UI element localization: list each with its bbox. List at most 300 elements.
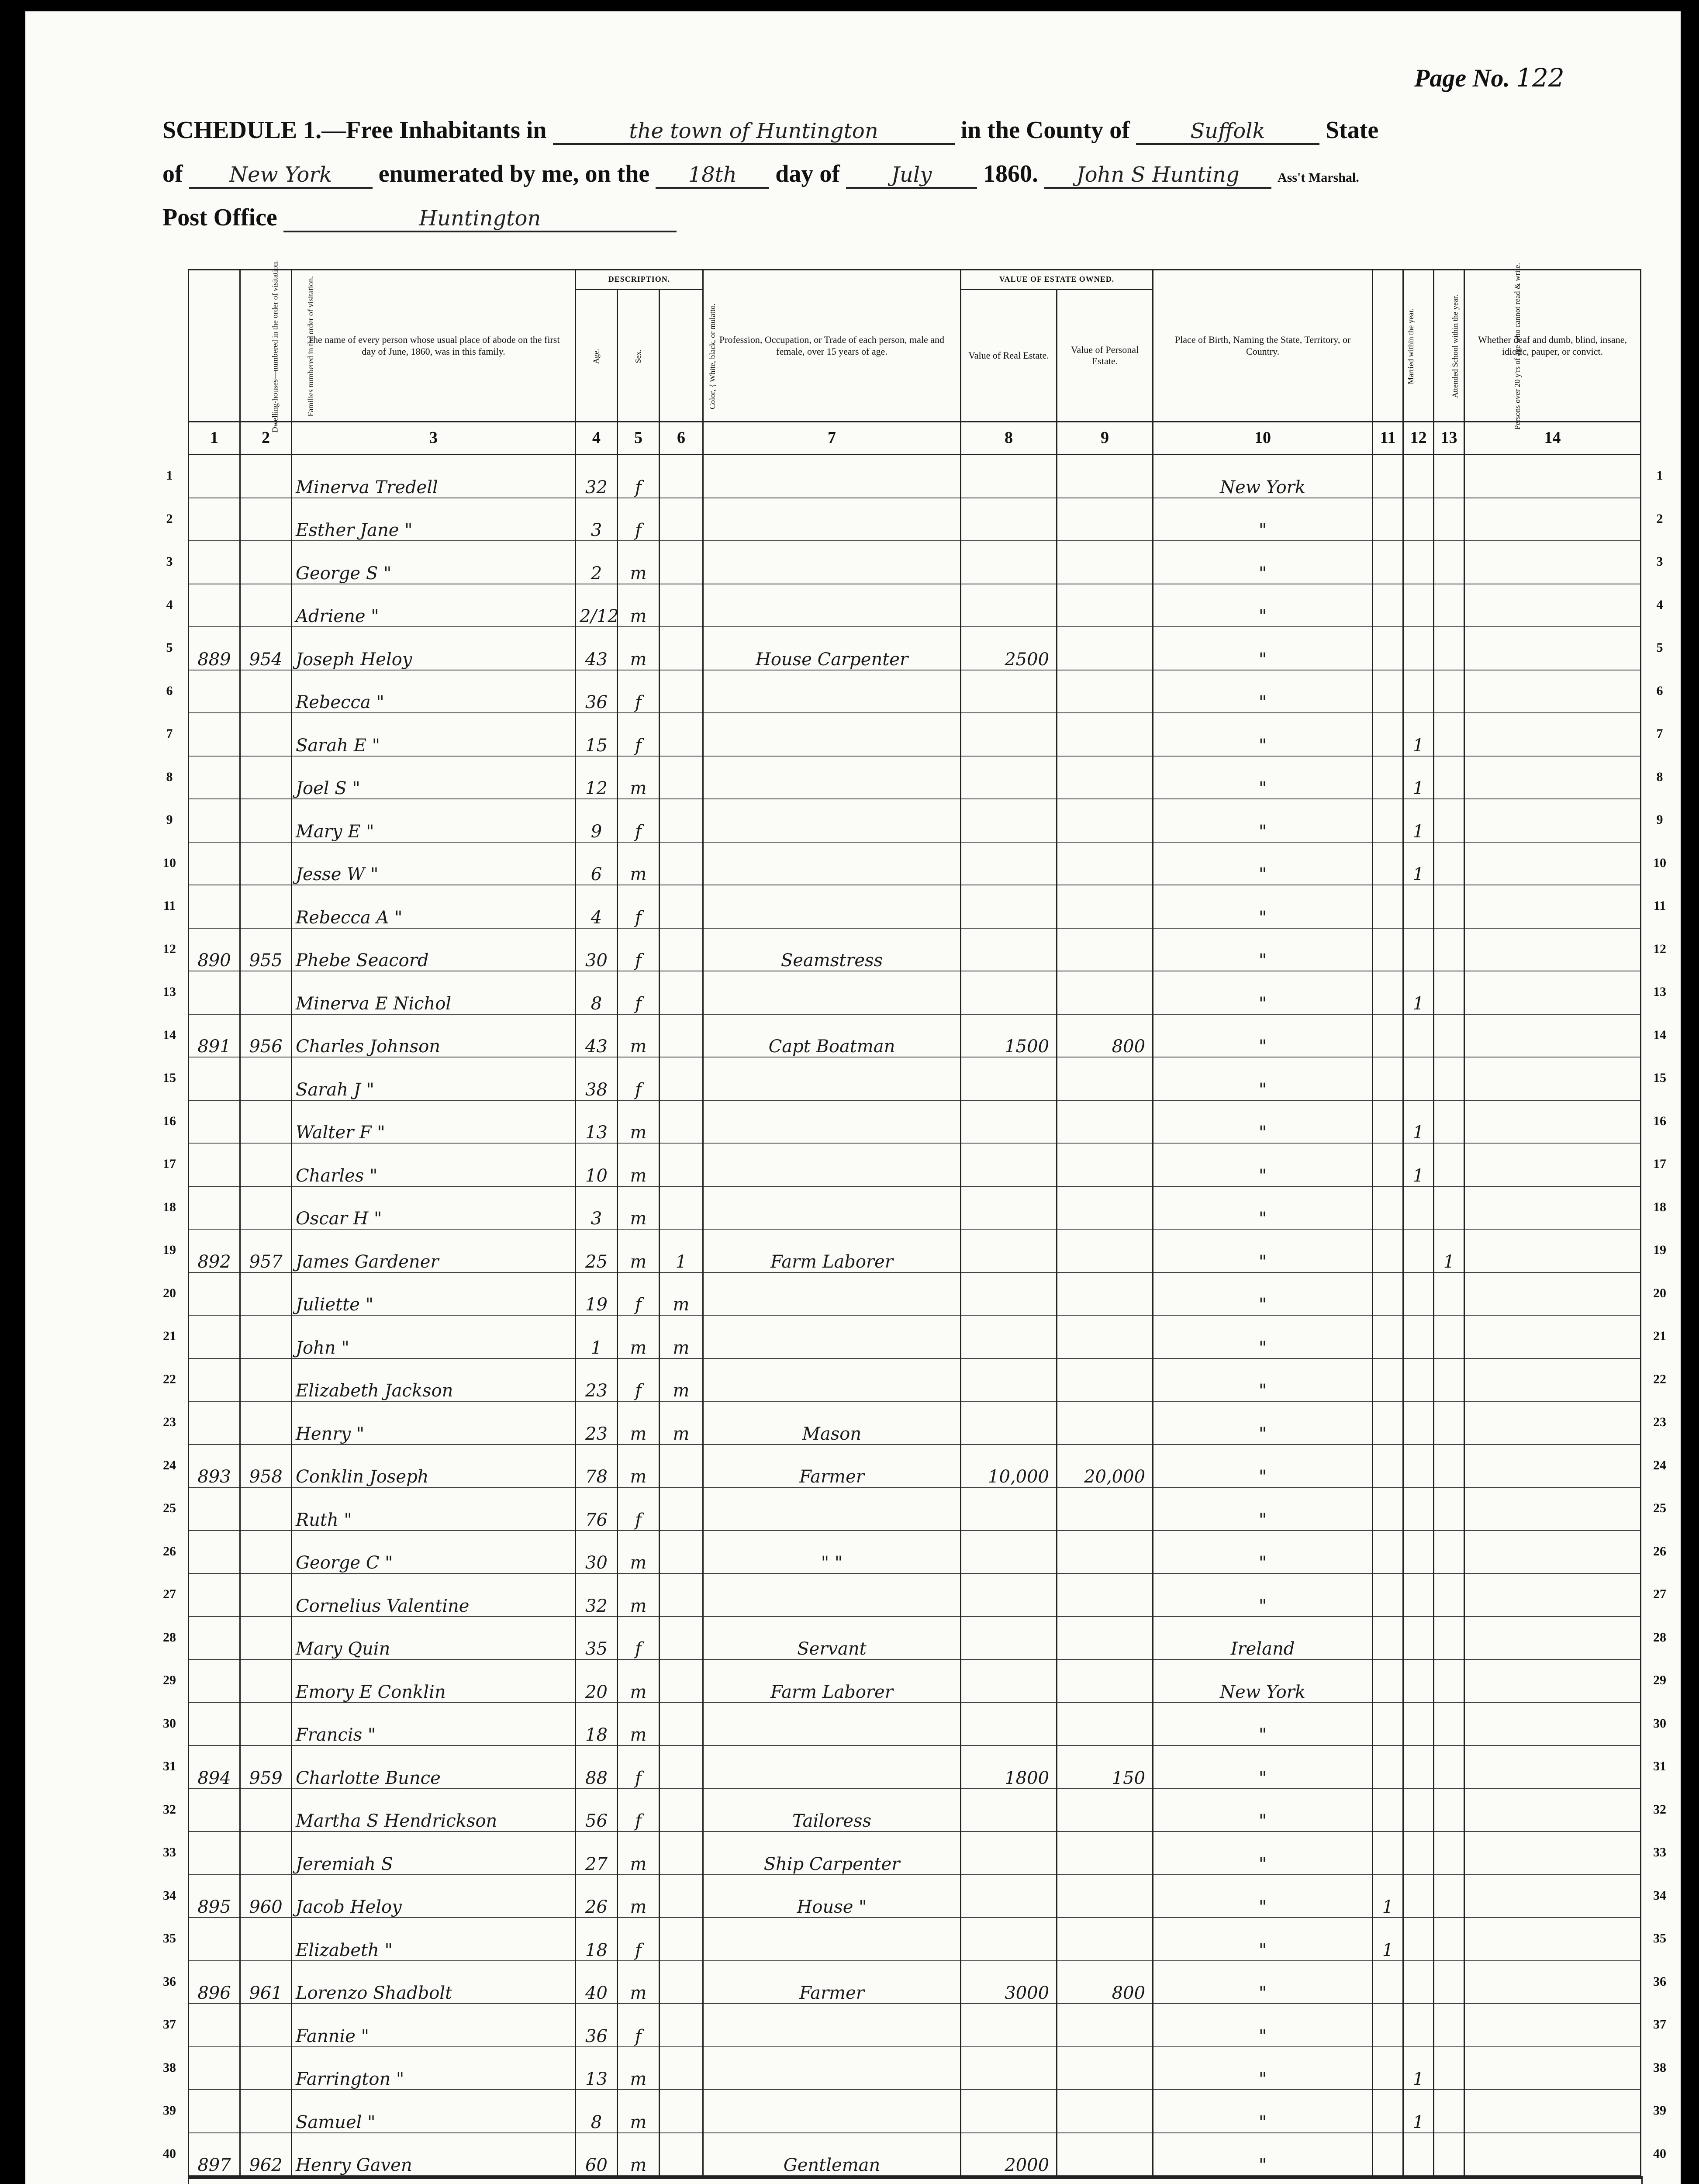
real-estate-value-cell <box>961 1315 1057 1358</box>
person-name-cell: Charlotte Bunce <box>292 1745 576 1789</box>
line-number: 6 <box>166 683 173 698</box>
condition-cell <box>1464 2133 1641 2176</box>
age-cell: 18 <box>576 1703 618 1746</box>
sex-cell: m <box>618 1229 660 1272</box>
personal-estate-value-cell <box>1057 627 1153 670</box>
color-cell <box>660 455 703 498</box>
line-number: 18 <box>163 1199 176 1214</box>
cannot-read-write-cell <box>1434 1315 1464 1358</box>
year-label: 1860. <box>983 160 1039 187</box>
person-name-cell: Samuel " <box>292 2090 576 2133</box>
sex-cell: f <box>618 498 660 541</box>
sex-cell: f <box>618 928 660 971</box>
condition-cell <box>1464 1401 1641 1444</box>
personal-estate-value-cell <box>1057 1229 1153 1272</box>
attended-school-cell: 1 <box>1403 1143 1434 1186</box>
sex-cell: m <box>618 1186 660 1230</box>
sex-cell: m <box>618 1875 660 1918</box>
birthplace-cell: " <box>1153 584 1373 627</box>
married-within-year-cell <box>1373 1272 1403 1316</box>
occupation-cell: " " <box>703 1531 961 1574</box>
condition-cell <box>1464 928 1641 971</box>
county-field: Suffolk <box>1136 119 1319 145</box>
condition-cell <box>1464 670 1641 713</box>
age-cell: 8 <box>576 2090 618 2133</box>
birthplace-cell: " <box>1153 842 1373 885</box>
condition-cell <box>1464 584 1641 627</box>
occupation-cell <box>703 670 961 713</box>
birthplace-cell: " <box>1153 1444 1373 1488</box>
occupation-cell <box>703 713 961 756</box>
personal-estate-value-cell <box>1057 842 1153 885</box>
personal-estate-value-cell: 800 <box>1057 1014 1153 1057</box>
color-cell <box>660 1531 703 1574</box>
cannot-read-write-cell <box>1434 1745 1464 1789</box>
age-cell: 60 <box>576 2133 618 2176</box>
married-within-year-cell <box>1373 498 1403 541</box>
page-number-label: Page No. <box>1414 64 1510 92</box>
dwelling-number-cell <box>189 2047 240 2090</box>
occupation-cell <box>703 2047 961 2090</box>
age-cell: 10 <box>576 1143 618 1186</box>
line-number: 19 <box>163 1243 176 1258</box>
married-within-year-cell <box>1373 1143 1403 1186</box>
color-cell <box>660 498 703 541</box>
married-within-year-cell <box>1373 2047 1403 2090</box>
month-field: July <box>846 162 977 189</box>
col-number: 14 <box>1464 422 1641 455</box>
condition-cell <box>1464 1832 1641 1875</box>
family-number-cell <box>240 1401 292 1444</box>
condition-cell <box>1464 1315 1641 1358</box>
family-number-cell <box>240 498 292 541</box>
line-number: 26 <box>163 1544 176 1559</box>
family-number-cell <box>240 971 292 1014</box>
married-within-year-cell <box>1373 842 1403 885</box>
occupation-cell <box>703 541 961 584</box>
real-estate-value-cell <box>961 541 1057 584</box>
person-name-cell: Jesse W " <box>292 842 576 885</box>
attended-school-cell <box>1403 627 1434 670</box>
condition-cell <box>1464 1358 1641 1402</box>
cannot-read-write-cell <box>1434 971 1464 1014</box>
real-estate-value-cell <box>961 1487 1057 1531</box>
age-cell: 15 <box>576 713 618 756</box>
occupation-cell: House " <box>703 1875 961 1918</box>
personal-estate-value-cell <box>1057 1531 1153 1574</box>
real-estate-value-cell <box>961 1100 1057 1144</box>
birthplace-cell: " <box>1153 541 1373 584</box>
col-header-family-text: Families numbered in the order of visitation. <box>306 276 315 417</box>
dwelling-number-cell <box>189 455 240 498</box>
line-number: 23 <box>1653 1415 1666 1430</box>
person-name-cell: Rebecca A " <box>292 885 576 928</box>
condition-cell <box>1464 1745 1641 1789</box>
attended-school-cell <box>1403 541 1434 584</box>
sex-cell: m <box>618 2090 660 2133</box>
table-row <box>189 1014 1641 1057</box>
sex-cell: f <box>618 1789 660 1832</box>
real-estate-value-cell <box>961 1401 1057 1444</box>
family-number-cell <box>240 1143 292 1186</box>
personal-estate-value-cell <box>1057 1617 1153 1660</box>
table-row <box>189 1057 1641 1100</box>
col-header-sex <box>618 290 660 422</box>
birthplace-cell: New York <box>1153 1659 1373 1703</box>
line-number: 20 <box>1653 1286 1666 1300</box>
personal-estate-value-cell <box>1057 1272 1153 1316</box>
real-estate-value-cell <box>961 1875 1057 1918</box>
table-row <box>189 2133 1641 2176</box>
married-within-year-cell <box>1373 1100 1403 1144</box>
dwelling-number-cell <box>189 1100 240 1144</box>
birthplace-cell: " <box>1153 1401 1373 1444</box>
age-cell: 4 <box>576 885 618 928</box>
color-cell <box>660 842 703 885</box>
birthplace-cell: " <box>1153 1961 1373 2004</box>
sex-cell: f <box>618 1745 660 1789</box>
table-row <box>189 1401 1641 1444</box>
family-number-cell <box>240 1272 292 1316</box>
birthplace-cell: " <box>1153 1358 1373 1402</box>
condition-cell <box>1464 756 1641 799</box>
cannot-read-write-cell <box>1434 713 1464 756</box>
table-row <box>189 541 1641 584</box>
col-header-married-text: Married within the year. <box>1406 308 1416 385</box>
condition-cell <box>1464 1487 1641 1531</box>
line-number: 33 <box>163 1845 176 1860</box>
age-cell: 38 <box>576 1057 618 1100</box>
line-number: 23 <box>163 1415 176 1430</box>
schedule-title: SCHEDULE 1.—Free Inhabitants in <box>162 117 547 144</box>
col-header-occupation: Profession, Occupation, or Trade of each person, male and female, over 15 years of age. <box>703 270 961 422</box>
col-number: 1 <box>189 422 240 455</box>
cannot-read-write-cell <box>1434 1272 1464 1316</box>
dwelling-number-cell <box>189 799 240 842</box>
table-row <box>189 1875 1641 1918</box>
col-header-school-text: Attended School within the year. <box>1450 294 1460 398</box>
sex-cell: m <box>618 1573 660 1617</box>
personal-estate-value-cell <box>1057 928 1153 971</box>
dwelling-number-cell <box>189 842 240 885</box>
cannot-read-write-cell <box>1434 842 1464 885</box>
color-cell <box>660 885 703 928</box>
line-number: 38 <box>1653 2060 1666 2075</box>
color-cell: m <box>660 1358 703 1402</box>
age-cell: 35 <box>576 1617 618 1660</box>
age-cell: 1 <box>576 1315 618 1358</box>
attended-school-cell: 1 <box>1403 2047 1434 2090</box>
census-sheet <box>25 11 1681 2184</box>
line-number: 29 <box>163 1673 176 1688</box>
dwelling-number-cell <box>189 584 240 627</box>
attended-school-cell <box>1403 1659 1434 1703</box>
occupation-cell <box>703 971 961 1014</box>
family-number-cell <box>240 885 292 928</box>
real-estate-value-cell <box>961 498 1057 541</box>
table-row <box>189 1789 1641 1832</box>
condition-cell <box>1464 1703 1641 1746</box>
line-number: 2 <box>1656 511 1663 526</box>
real-estate-value-cell <box>961 1186 1057 1230</box>
occupation-cell: Ship Carpenter <box>703 1832 961 1875</box>
attended-school-cell <box>1403 1832 1434 1875</box>
header-line-2 <box>162 160 1359 189</box>
line-number: 35 <box>163 1931 176 1946</box>
table-row <box>189 799 1641 842</box>
person-name-cell: Ruth " <box>292 1487 576 1531</box>
col-header-condition: Whether deaf and dumb, blind, insane, idiotic, pauper, or convict. <box>1464 270 1641 422</box>
attended-school-cell <box>1403 1531 1434 1574</box>
cannot-read-write-cell: 1 <box>1434 1229 1464 1272</box>
attended-school-cell <box>1403 928 1434 971</box>
personal-estate-value-cell <box>1057 1659 1153 1703</box>
line-number: 6 <box>1656 683 1663 698</box>
married-within-year-cell <box>1373 1659 1403 1703</box>
color-cell <box>660 584 703 627</box>
family-number-cell <box>240 799 292 842</box>
sex-cell: f <box>618 799 660 842</box>
cannot-read-write-cell <box>1434 1573 1464 1617</box>
line-number: 8 <box>1656 769 1663 784</box>
dwelling-number-cell <box>189 541 240 584</box>
real-estate-value-cell <box>961 1832 1057 1875</box>
birthplace-cell: " <box>1153 928 1373 971</box>
age-cell: 76 <box>576 1487 618 1531</box>
condition-cell <box>1464 1272 1641 1316</box>
occupation-cell <box>703 1143 961 1186</box>
cannot-read-write-cell <box>1434 455 1464 498</box>
condition-cell <box>1464 1617 1641 1660</box>
table-row <box>189 1100 1641 1144</box>
personal-estate-value-cell: 20,000 <box>1057 1444 1153 1488</box>
married-within-year-cell <box>1373 1315 1403 1358</box>
occupation-cell <box>703 2090 961 2133</box>
col-header-dwelling-text: Dwelling-houses—numbered in the order of visitation. <box>270 260 280 433</box>
age-cell: 36 <box>576 670 618 713</box>
age-cell: 26 <box>576 1875 618 1918</box>
birthplace-cell: " <box>1153 2090 1373 2133</box>
day-field: 18th <box>656 162 769 189</box>
real-estate-value-cell <box>961 2047 1057 2090</box>
column-number-row <box>189 422 1641 455</box>
table-row <box>189 1487 1641 1531</box>
real-estate-value-cell <box>961 2004 1057 2047</box>
person-name-cell: Martha S Hendrickson <box>292 1789 576 1832</box>
condition-cell <box>1464 1057 1641 1100</box>
family-number-cell: 957 <box>240 1229 292 1272</box>
table-row <box>189 1229 1641 1272</box>
enumerated-label: enumerated by me, on the <box>378 160 650 187</box>
occupation-cell <box>703 1057 961 1100</box>
color-cell <box>660 541 703 584</box>
census-table <box>188 260 1641 2176</box>
family-number-cell: 962 <box>240 2133 292 2176</box>
line-number: 15 <box>1653 1071 1666 1085</box>
personal-estate-value-cell <box>1057 1315 1153 1358</box>
dwelling-number-cell <box>189 1703 240 1746</box>
line-number: 40 <box>1653 2146 1666 2161</box>
person-name-cell: Elizabeth " <box>292 1918 576 1961</box>
sex-cell: f <box>618 1487 660 1531</box>
married-within-year-cell <box>1373 1057 1403 1100</box>
real-estate-value-cell <box>961 1531 1057 1574</box>
sex-cell: m <box>618 1832 660 1875</box>
married-within-year-cell <box>1373 2090 1403 2133</box>
line-number: 21 <box>1653 1329 1666 1344</box>
col-number: 12 <box>1403 422 1434 455</box>
condition-cell <box>1464 1531 1641 1574</box>
person-name-cell: Joseph Heloy <box>292 627 576 670</box>
line-number: 14 <box>163 1027 176 1042</box>
person-name-cell: James Gardener <box>292 1229 576 1272</box>
dwelling-number-cell: 890 <box>189 928 240 971</box>
age-cell: 12 <box>576 756 618 799</box>
sex-cell: f <box>618 1057 660 1100</box>
color-cell <box>660 971 703 1014</box>
occupation-cell <box>703 2004 961 2047</box>
occupation-cell <box>703 1358 961 1402</box>
color-cell <box>660 756 703 799</box>
color-cell <box>660 1143 703 1186</box>
line-number: 25 <box>163 1501 176 1516</box>
dwelling-number-cell: 893 <box>189 1444 240 1488</box>
personal-estate-value-cell <box>1057 756 1153 799</box>
table-row <box>189 627 1641 670</box>
color-cell <box>660 1789 703 1832</box>
personal-estate-value-cell <box>1057 1487 1153 1531</box>
table-row <box>189 1659 1641 1703</box>
real-estate-value-cell: 1500 <box>961 1014 1057 1057</box>
family-number-cell <box>240 1659 292 1703</box>
married-within-year-cell <box>1373 584 1403 627</box>
sex-cell: f <box>618 885 660 928</box>
birthplace-cell: " <box>1153 1143 1373 1186</box>
occupation-cell <box>703 885 961 928</box>
table-row <box>189 1143 1641 1186</box>
attended-school-cell <box>1403 1573 1434 1617</box>
family-number-cell <box>240 1918 292 1961</box>
table-row <box>189 971 1641 1014</box>
condition-cell <box>1464 1659 1641 1703</box>
birthplace-cell: " <box>1153 1745 1373 1789</box>
color-cell <box>660 2004 703 2047</box>
cannot-read-write-cell <box>1434 2047 1464 2090</box>
birthplace-cell: " <box>1153 2004 1373 2047</box>
person-name-cell: Rebecca " <box>292 670 576 713</box>
color-cell <box>660 1186 703 1230</box>
condition-cell <box>1464 1014 1641 1057</box>
table-row <box>189 670 1641 713</box>
birthplace-cell: " <box>1153 756 1373 799</box>
line-number: 21 <box>163 1329 176 1344</box>
age-cell: 30 <box>576 928 618 971</box>
occupation-cell <box>703 1918 961 1961</box>
attended-school-cell <box>1403 1014 1434 1057</box>
color-cell <box>660 1703 703 1746</box>
line-number: 30 <box>163 1716 176 1731</box>
condition-cell <box>1464 455 1641 498</box>
line-number: 8 <box>166 769 173 784</box>
married-within-year-cell <box>1373 928 1403 971</box>
age-cell: 18 <box>576 1918 618 1961</box>
married-within-year-cell <box>1373 1573 1403 1617</box>
table-row <box>189 498 1641 541</box>
occupation-cell <box>703 1186 961 1230</box>
age-cell: 9 <box>576 799 618 842</box>
col-number: 8 <box>961 422 1057 455</box>
married-within-year-cell <box>1373 1961 1403 2004</box>
table-row <box>189 1358 1641 1402</box>
condition-cell <box>1464 842 1641 885</box>
dwelling-number-cell <box>189 1401 240 1444</box>
person-name-cell: Henry " <box>292 1401 576 1444</box>
col-number: 13 <box>1434 422 1464 455</box>
married-within-year-cell: 1 <box>1373 1918 1403 1961</box>
col-header-color <box>660 290 717 422</box>
attended-school-cell <box>1403 885 1434 928</box>
age-cell: 3 <box>576 498 618 541</box>
attended-school-cell <box>1403 1315 1434 1358</box>
cannot-read-write-cell <box>1434 1875 1464 1918</box>
age-cell: 6 <box>576 842 618 885</box>
col-number: 3 <box>292 422 576 455</box>
personal-estate-value-cell <box>1057 584 1153 627</box>
line-number: 36 <box>163 1974 176 1989</box>
birthplace-cell: " <box>1153 971 1373 1014</box>
real-estate-value-cell <box>961 1659 1057 1703</box>
married-within-year-cell <box>1373 1745 1403 1789</box>
family-number-cell <box>240 2090 292 2133</box>
age-cell: 23 <box>576 1358 618 1402</box>
family-number-cell <box>240 584 292 627</box>
real-estate-value-cell <box>961 1789 1057 1832</box>
dwelling-number-cell <box>189 2004 240 2047</box>
color-cell <box>660 1961 703 2004</box>
real-estate-value-cell: 3000 <box>961 1961 1057 2004</box>
birthplace-cell: " <box>1153 1918 1373 1961</box>
person-name-cell: George C " <box>292 1531 576 1574</box>
married-within-year-cell <box>1373 885 1403 928</box>
attended-school-cell <box>1403 498 1434 541</box>
occupation-cell: Servant <box>703 1617 961 1660</box>
attended-school-cell <box>1403 1401 1434 1444</box>
table-row <box>189 1531 1641 1574</box>
color-cell <box>660 627 703 670</box>
attended-school-cell <box>1403 1057 1434 1100</box>
age-cell: 2 <box>576 541 618 584</box>
line-number: 32 <box>163 1802 176 1817</box>
page-number-value: 122 <box>1516 63 1564 93</box>
real-estate-value-cell <box>961 1143 1057 1186</box>
attended-school-cell <box>1403 1617 1434 1660</box>
line-number: 5 <box>1656 640 1663 655</box>
occupation-cell <box>703 1573 961 1617</box>
attended-school-cell <box>1403 1229 1434 1272</box>
sex-cell: m <box>618 1014 660 1057</box>
cannot-read-write-cell <box>1434 885 1464 928</box>
real-estate-value-cell <box>961 1057 1057 1100</box>
birthplace-cell: " <box>1153 1057 1373 1100</box>
age-cell: 13 <box>576 1100 618 1144</box>
attended-school-cell <box>1403 1745 1434 1789</box>
sex-cell: m <box>618 1444 660 1488</box>
col-number: 2 <box>240 422 292 455</box>
person-name-cell: Elizabeth Jackson <box>292 1358 576 1402</box>
condition-cell <box>1464 627 1641 670</box>
person-name-cell: Henry Gaven <box>292 2133 576 2176</box>
color-cell <box>660 713 703 756</box>
